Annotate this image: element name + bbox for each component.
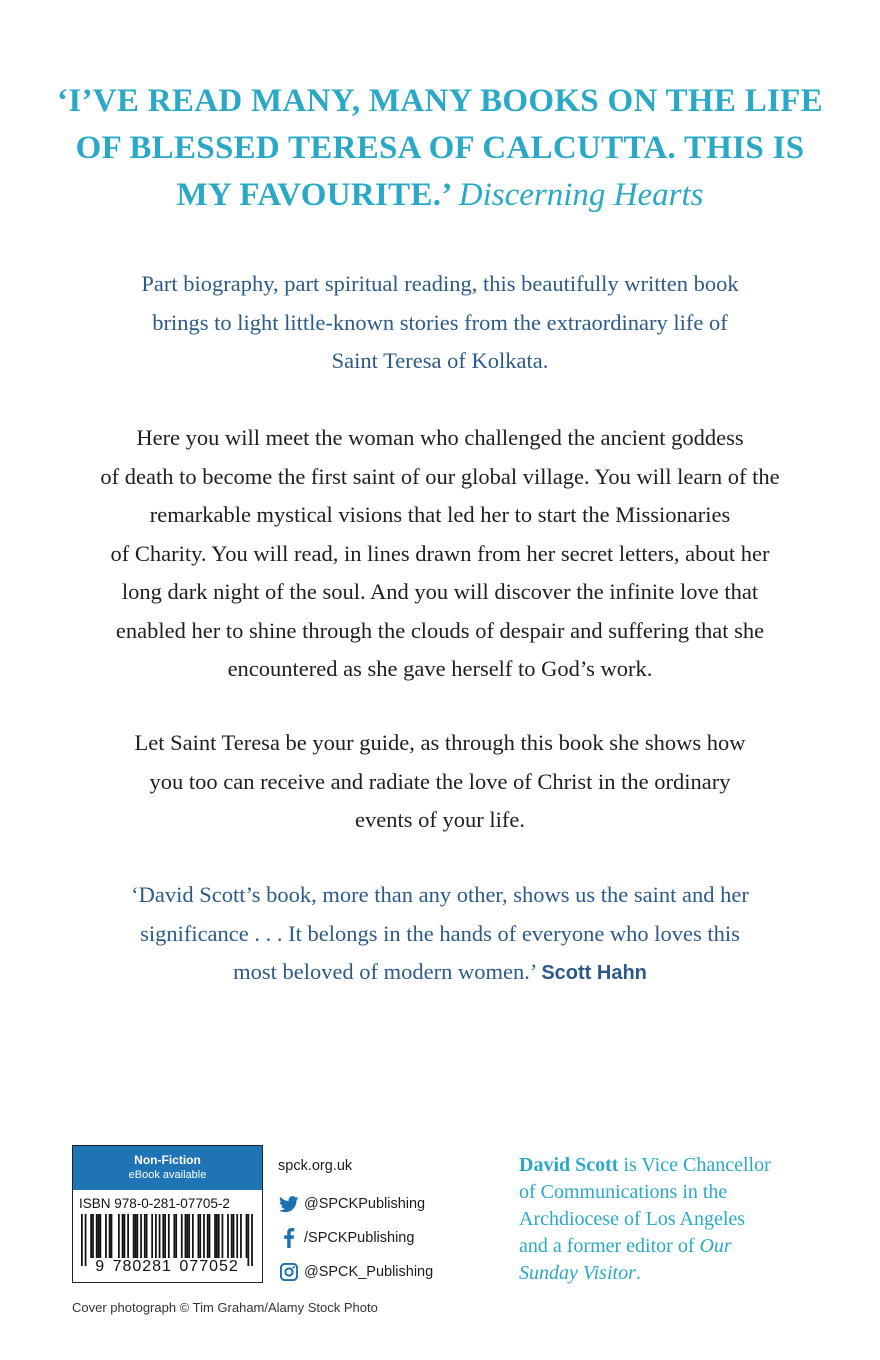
body-line: Here you will meet the woman who challenged the ancient goddess bbox=[136, 425, 744, 450]
barcode-bar bbox=[124, 1214, 126, 1258]
barcode-digits bbox=[73, 1258, 261, 1276]
barcode-bar bbox=[109, 1214, 111, 1258]
barcode-bar bbox=[162, 1214, 164, 1258]
instagram-icon bbox=[278, 1262, 300, 1282]
intro-line: Saint Teresa of Kolkata. bbox=[331, 348, 549, 373]
twitter-link[interactable]: @SPCKPublishing bbox=[304, 1196, 426, 1212]
instagram-row bbox=[278, 1255, 498, 1289]
barcode-bar bbox=[175, 1214, 177, 1258]
barcode-bar bbox=[246, 1214, 248, 1258]
barcode-bar bbox=[222, 1214, 224, 1258]
review-author: Scott Hahn bbox=[541, 962, 647, 984]
barcode-bar bbox=[173, 1214, 175, 1258]
category-label: Non-Fiction bbox=[134, 1153, 201, 1167]
barcode-bar bbox=[188, 1214, 190, 1258]
barcode-bar bbox=[96, 1214, 98, 1258]
barcode-bar bbox=[240, 1214, 242, 1258]
barcode-bar bbox=[199, 1214, 201, 1258]
barcode-bar bbox=[185, 1214, 187, 1258]
barcode-bar bbox=[236, 1214, 238, 1258]
intro-line: Part biography, part spiritual reading, this beautifully written book bbox=[141, 271, 739, 296]
body-line: remarkable mystical visions that led her to start the Missionaries bbox=[149, 502, 731, 527]
bio-line-5 bbox=[519, 1260, 839, 1287]
barcode-bar bbox=[127, 1214, 129, 1258]
review-line: significance . . . It belongs in the hands of everyone who loves this bbox=[140, 920, 740, 946]
barcode-bar bbox=[155, 1214, 157, 1258]
photo-credit: Cover photograph © Tim Graham/Alamy Stock Photo bbox=[72, 1300, 378, 1315]
headline-line-3: MY FAVOURITE.’ bbox=[176, 177, 451, 213]
intro-line: brings to light little-known stories from the extraordinary life of bbox=[152, 309, 728, 335]
bio-line-3: Archdiocese of Los Angeles bbox=[519, 1208, 746, 1230]
barcode-bar bbox=[233, 1214, 235, 1258]
isbn-text: ISBN 978-0-281-07705-2 bbox=[79, 1196, 230, 1211]
barcode-bar bbox=[192, 1214, 194, 1258]
barcode-bar bbox=[146, 1214, 148, 1258]
barcode-bar bbox=[122, 1214, 124, 1258]
barcode-bar bbox=[159, 1214, 161, 1258]
author-bio bbox=[519, 1152, 839, 1287]
website-row bbox=[278, 1155, 498, 1177]
facebook-icon bbox=[278, 1228, 300, 1248]
twitter-icon bbox=[278, 1194, 300, 1214]
body-line: enabled her to shine through the clouds of despair and suffering that she bbox=[115, 617, 765, 643]
review-text: most beloved of modern women.’ bbox=[233, 959, 536, 984]
headline-line-1: ‘I’VE READ MANY, MANY BOOKS ON THE LIFE bbox=[57, 83, 823, 119]
barcode-bar bbox=[136, 1214, 138, 1258]
barcode-digits-right: 077052 bbox=[179, 1258, 239, 1275]
barcode-bar bbox=[133, 1214, 135, 1258]
publication-name-2: Sunday Visitor bbox=[519, 1262, 636, 1284]
barcode-bar bbox=[90, 1214, 92, 1258]
review-quote bbox=[40, 876, 840, 993]
body-line: of Charity. You will read, in lines drawn from her secret letters, about her bbox=[110, 540, 770, 566]
bio-line-4 bbox=[519, 1233, 839, 1260]
barcode-bar bbox=[207, 1214, 209, 1258]
facebook-row bbox=[278, 1221, 498, 1255]
barcode-bar bbox=[214, 1214, 216, 1258]
barcode-bar bbox=[92, 1214, 94, 1258]
barcode-digits-left: 780281 bbox=[112, 1258, 172, 1275]
headline-quote bbox=[40, 78, 840, 219]
bio-line-2: of Communications in the bbox=[519, 1181, 728, 1203]
barcode-bar bbox=[111, 1214, 113, 1258]
instagram-link[interactable]: @SPCK_Publishing bbox=[304, 1264, 434, 1280]
guide-paragraph bbox=[40, 724, 840, 840]
barcode-bar bbox=[105, 1214, 107, 1258]
author-name: David Scott bbox=[519, 1154, 619, 1176]
bio-line-1 bbox=[519, 1152, 839, 1179]
barcode-digit-lead: 9 bbox=[95, 1258, 106, 1275]
barcode-header bbox=[73, 1146, 262, 1190]
guide-line: you too can receive and radiate the love of Christ in the ordinary bbox=[149, 768, 731, 794]
intro-paragraph bbox=[40, 265, 840, 381]
bio-text-5: . bbox=[635, 1262, 641, 1284]
barcode-bar bbox=[198, 1214, 200, 1258]
review-line-last bbox=[40, 953, 840, 993]
ebook-label: eBook available bbox=[128, 1169, 207, 1181]
barcode-bar bbox=[227, 1214, 229, 1258]
body-line: of death to become the first saint of our global village. You will learn of the bbox=[100, 463, 780, 489]
guide-line: Let Saint Teresa be your guide, as through this book she shows how bbox=[134, 730, 746, 755]
facebook-link[interactable]: /SPCKPublishing bbox=[304, 1230, 415, 1246]
barcode-bar bbox=[181, 1214, 183, 1258]
barcode-bar bbox=[216, 1214, 218, 1258]
bio-text-1: is Vice Chancellor bbox=[618, 1154, 771, 1176]
website-link[interactable]: spck.org.uk bbox=[278, 1158, 353, 1174]
publication-name-1: Our bbox=[699, 1235, 732, 1257]
barcode-bar bbox=[144, 1214, 146, 1258]
barcode-bar bbox=[135, 1214, 137, 1258]
barcode-bar bbox=[218, 1214, 220, 1258]
barcode-bar bbox=[203, 1214, 205, 1258]
barcode-bar bbox=[231, 1214, 233, 1258]
barcode-bar bbox=[186, 1214, 188, 1258]
body-line: long dark night of the soul. And you will discover the infinite love that bbox=[121, 579, 759, 604]
barcode-bar bbox=[140, 1214, 142, 1258]
twitter-row bbox=[278, 1187, 498, 1221]
headline-line-2: OF BLESSED TERESA OF CALCUTTA. THIS IS bbox=[75, 130, 805, 166]
barcode-bar bbox=[99, 1214, 101, 1258]
barcode-bar bbox=[98, 1214, 100, 1258]
bio-text-4: and a former editor of bbox=[519, 1235, 700, 1257]
review-line: ‘David Scott’s book, more than any other, shows us the saint and her bbox=[131, 882, 749, 907]
guide-line: events of your life. bbox=[355, 807, 525, 832]
barcode-bar bbox=[209, 1214, 211, 1258]
barcode-bar bbox=[151, 1214, 153, 1258]
headline-source: Discerning Hearts bbox=[458, 177, 704, 213]
publisher-links bbox=[278, 1155, 498, 1289]
body-line: encountered as she gave herself to God’s work. bbox=[227, 656, 653, 681]
barcode-panel bbox=[72, 1145, 263, 1283]
barcode-bar bbox=[118, 1214, 120, 1258]
body-paragraph bbox=[40, 419, 840, 689]
